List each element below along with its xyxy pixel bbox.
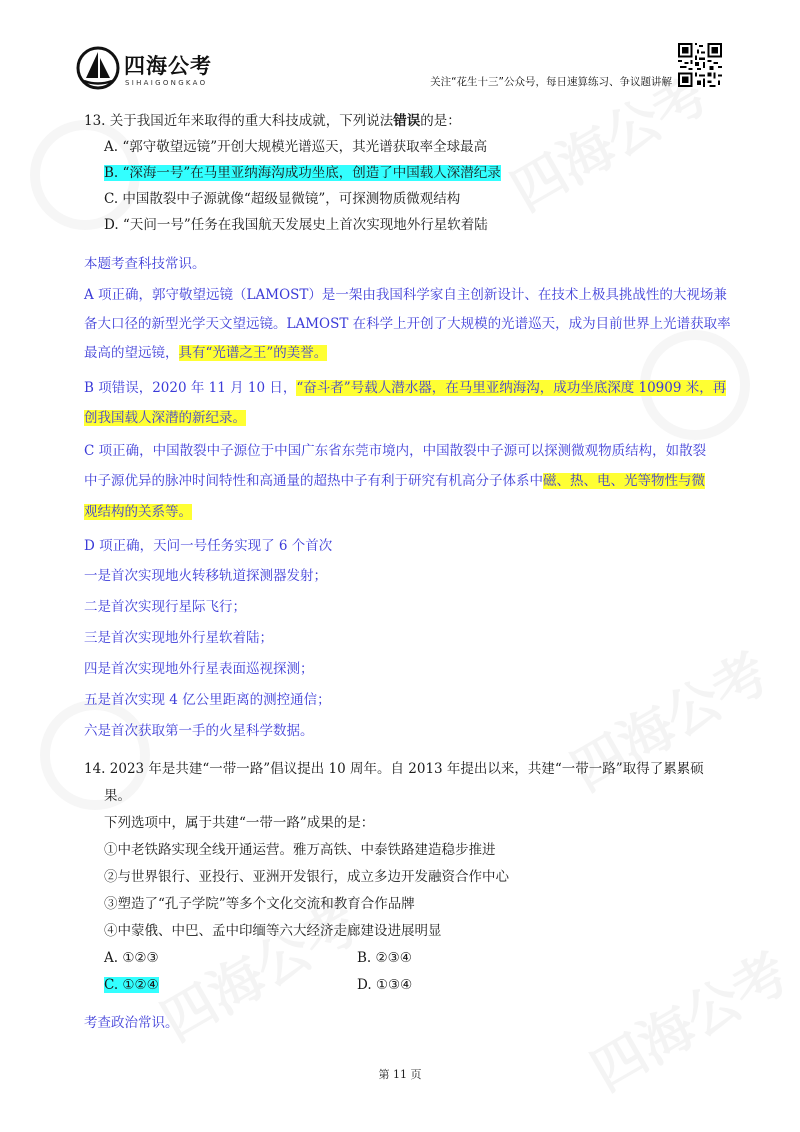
q14-item: ①中老铁路实现全线开通运营。雅万高铁、中泰铁路建造稳步推进 — [104, 842, 496, 858]
key-point-highlight: “奋斗者”号载人潜水器，在马里亚纳海沟，成功坐底深度 10909 米，再 — [296, 380, 727, 396]
explanation-d-item: 二是首次实现行星际飞行； — [84, 599, 246, 615]
explanation-d-item: 一是首次实现地火转移轨道探测器发射； — [84, 568, 327, 584]
explanation-d-line: D 项正确，天问一号任务实现了 6 个首次 — [84, 538, 333, 554]
q14-item: ④中蒙俄、中巴、孟中印缅等六大经济走廊建设进展明显 — [104, 923, 442, 939]
q14-option-d: D. ①③④ — [357, 977, 413, 993]
qr-code-icon — [678, 43, 722, 87]
explanation-d-item: 五是首次实现 4 亿公里距离的测控通信； — [84, 692, 331, 708]
q14-option-c — [104, 975, 159, 995]
stem-emphasis: 错误 — [393, 113, 421, 129]
q13-option-a: A. “郭守敬望远镜”开创大规模光谱巡天，其光谱获取率全球最高 — [104, 139, 488, 155]
correct-answer-highlight: B. “深海一号”在马里亚纳海沟成功坐底，创造了中国载人深潜纪录 — [104, 165, 501, 181]
logo-text-cn: 四海公考 — [124, 54, 212, 78]
explanation-a-line: 备大口径的新型光学天文望远镜。LAMOST 在科学上开创了大规模的光谱巡天，成为目前世界上光谱获取率 — [84, 316, 731, 332]
explanation-d-item: 四是首次实现地外行星表面巡视探测； — [84, 661, 314, 677]
q13-option-b — [104, 163, 501, 183]
explanation-c-line: C 项正确，中国散裂中子源位于中国广东省东莞市境内，中国散裂中子源可以探测微观物质结构，如散裂 — [84, 443, 707, 459]
question-14-stem: 果。 — [104, 788, 131, 804]
explanation-b-line — [84, 378, 726, 398]
explanation-d-item: 六是首次获取第一手的火星科学数据。 — [84, 723, 314, 739]
q13-option-c: C. 中国散裂中子源就像“超级显微镜”，可探测物质微观结构 — [104, 191, 461, 207]
question-14-stem: 14. 2023 年是共建“一带一路”倡议提出 10 周年。自 2013 年提出以来，共建“一带一路”取得了累累硕 — [84, 761, 704, 777]
page-number: 第 11 页 — [378, 1068, 422, 1081]
explanation-a-line: A 项正确，郭守敬望远镜（LAMOST）是一架由我国科学家自主创新设计、在技术上极具挑战性的大视场兼 — [84, 287, 727, 303]
explanation-text: 中子源优异的脉冲时间特性和高通量的超热中子有利于研究有机高分子体系中 — [84, 473, 543, 489]
stem-text: 的是： — [420, 113, 461, 129]
header-tagline: 关注“花生十三”公众号，每日速算练习、争议题讲解 — [430, 76, 672, 88]
correct-answer-highlight: C. ①②④ — [104, 977, 159, 993]
explanation-text: 最高的望远镜， — [84, 345, 179, 361]
explanation-intro: 本题考查科技常识。 — [84, 256, 206, 272]
question-13-stem — [84, 111, 461, 131]
q14-option-a: A. ①②③ — [104, 950, 159, 966]
q14-item: ③塑造了“孔子学院”等多个文化交流和教育合作品牌 — [104, 896, 415, 912]
explanation-b-line — [84, 408, 246, 428]
q14-option-b: B. ②③④ — [357, 950, 412, 966]
q13-option-d: D. “天问一号”任务在我国航天发展史上首次实现地外行星软着陆 — [104, 217, 488, 233]
logo-text-en: SIHAIGONGKAO — [125, 79, 208, 87]
explanation-c-line — [84, 471, 705, 491]
watermark-text — [555, 631, 781, 806]
q14-item: ②与世界银行、亚投行、亚洲开发银行，成立多边开发融资合作中心 — [104, 869, 509, 885]
explanation-intro: 考查政治常识。 — [84, 1015, 179, 1031]
sailboat-logo-icon — [76, 46, 120, 90]
key-point-highlight: 磁、热、电、光等物性与微 — [543, 473, 705, 489]
explanation-a-line — [84, 343, 327, 363]
explanation-c-line — [84, 502, 192, 522]
stem-text: 13. 关于我国近年来取得的重大科技成就，下列说法 — [84, 113, 394, 129]
page-header — [0, 0, 800, 100]
watermark-circle — [40, 700, 150, 810]
key-point-highlight: 具有“光谱之王”的美誉。 — [178, 345, 328, 361]
key-point-highlight: 创我国载人深潜的新纪录。 — [84, 410, 246, 426]
key-point-highlight: 观结构的关系等。 — [84, 504, 192, 520]
question-14-prompt: 下列选项中，属于共建“一带一路”成果的是： — [104, 815, 375, 831]
explanation-text: B 项错误，2020 年 11 月 10 日， — [84, 380, 297, 396]
explanation-d-item: 三是首次实现地外行星软着陆； — [84, 630, 273, 646]
brand-logo — [76, 46, 226, 96]
